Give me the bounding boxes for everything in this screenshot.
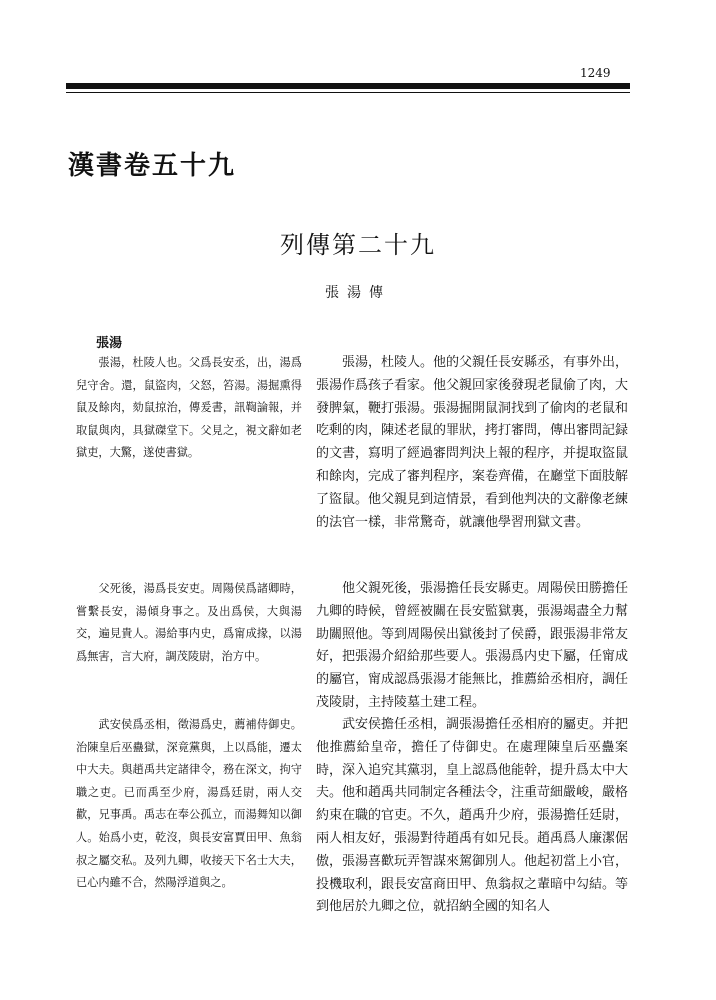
modern-paragraph-3 bbox=[316, 714, 628, 919]
classical-text: 父死後，湯爲長安吏。周陽侯爲諸卿時，嘗繫長安，湯傾身事之。及出爲侯，大與湯交，遍見貴人。湯給事内史，爲甯成掾，以湯爲無害，言大府，調茂陵尉，治方中。 bbox=[76, 582, 302, 663]
volume-title: 漢書卷五十九 bbox=[68, 151, 237, 181]
classical-paragraph-2 bbox=[76, 578, 302, 668]
modern-text: 他父親死後，張湯擔任長安縣吏。周陽侯田勝擔任九卿的時候，曾經被關在長安監獄裏，張湯竭盡全力幫助關照他。等到周陽侯出獄後封了侯爵，跟張湯非常友好，把張湯介紹給那些要人。張湯爲内史下屬，任甯成的屬官，甯成認爲張湯才能無比，推薦給丞相府，調任茂陵尉，主持陵墓土建工程。 bbox=[316, 581, 629, 710]
classical-text: 張湯，杜陵人也。父爲長安丞，出，湯爲兒守舍。還，鼠盜肉，父怒，笞湯。湯掘熏得鼠及餘肉，劾鼠掠治，傳爰書，訊鞫論報，并取鼠與肉，具獄磔堂下。父見之，視文辭如老獄吏，大驚，遂使書獄。 bbox=[76, 356, 302, 460]
modern-text: 張湯，杜陵人。他的父親任長安縣丞，有事外出，張湯作爲孩子看家。他父親回家後發現老鼠偷了肉，大發脾氣，鞭打張湯。張湯掘開鼠洞找到了偷肉的老鼠和吃剩的肉，陳述老鼠的罪狀，拷打審問，傳出審問記録的文書，寫明了經過審問判決上報的程序，并提取盜鼠和餘肉，完成了審判程序，案卷齊備，在廳堂下面肢解了盜鼠。他父親見到這情景，看到他判决的文辭像老練的法官一樣，非常驚奇，就讓他學習刑獄文書。 bbox=[316, 355, 629, 530]
classical-paragraph-1 bbox=[76, 352, 302, 465]
modern-paragraph-1 bbox=[316, 352, 628, 534]
classical-text: 武安侯爲丞相，徵湯爲史，薦補侍御史。治陳皇后巫蠱獄，深竟黨與，上以爲能，遷太中大夫。與趙禹共定諸律令，務在深文，拘守職之吏。已而禹至少府，湯爲廷尉，兩人交歡，兄事禹。禹志在奉公孤立，而湯舞知以御人。始爲小吏，乾沒，與長安富賈田甲、魚翁叔之屬交私。及列九卿，收接天下名士大夫，已心内雖不合，然陽浮道與之。 bbox=[76, 718, 302, 890]
biography-title: 張湯傳 bbox=[325, 285, 391, 301]
chapter-title: 列傳第二十九 bbox=[280, 231, 436, 259]
header-rule-thin bbox=[66, 92, 630, 93]
header-rule-thick bbox=[66, 83, 630, 89]
page-number: 1249 bbox=[580, 66, 611, 80]
modern-paragraph-2 bbox=[316, 578, 628, 715]
classical-paragraph-3 bbox=[76, 714, 302, 895]
modern-text: 武安侯擔任丞相，調張湯擔任丞相府的屬吏。并把他推薦給皇帝，擔任了侍御史。在處理陳皇后巫蠱案時，深入追究其黨羽，皇上認爲他能幹，提升爲太中大夫。他和趙禹共同制定各種法令，注重苛細嚴峻，嚴格約束在職的官吏。不久，趙禹升少府，張湯擔任廷尉，兩人相友好，張湯對待趙禹有如兄長。趙禹爲人廉潔倨傲，張湯喜歡玩弄智謀來駕御別人。他起初當上小官，投機取利，跟長安富商田甲、魚翁叔之輩暗中勾結。等到他居於九卿之位，就招納全國的知名人 bbox=[316, 717, 629, 915]
section-heading: 張湯 bbox=[96, 336, 123, 351]
